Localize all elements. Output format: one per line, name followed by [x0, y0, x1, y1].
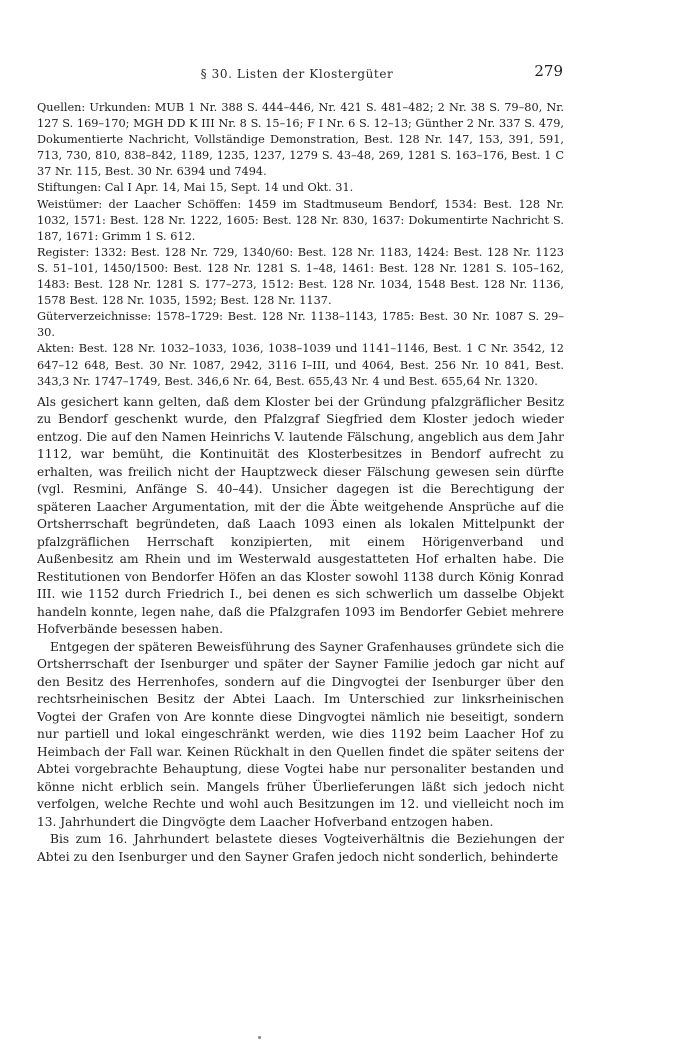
body-paragraph: Entgegen der späteren Beweisführung des Sayner Grafenhauses gründete sich die Ortsherrschaft der Isenburger und später der Sayner Familie jedoch gar nicht auf den Besitz des Herrenhofes, sondern auf die Dingvogtei der Isenburger über den rechtsrheinischen Besitz der Abtei Laach. Im Unterschied zur linksrheinischen Vogtei der Grafen von Are konnte diese Dingvogtei nämlich nie beseitigt, sondern nur partiell und lokal eingeschränkt werden, wie dies 1192 beim Laacher Hof zu Heimbach der Fall war. Keinen Rückhalt in den Quellen findet die später seitens der Abtei vorgebrachte Behauptung, diese Vogtei habe nur personaliter bestanden und könne nicht erblich sein. Mangels früher Überlieferungen läßt sich jedoch nicht verfolgen, welche Rechte und wohl auch Besitzungen im 12. und vielleicht noch im 13. Jahrhundert die Dingvögte dem Laacher Hofverband entzogen haben. [37, 639, 564, 829]
sources-gueterverzeichnisse: Güterverzeichnisse: 1578–1729: Best. 128 Nr. 1138–1143, 1785: Best. 30 Nr. 1087 S. 29–30. [37, 310, 564, 340]
scan-speck [258, 1036, 261, 1039]
body-paragraph: Bis zum 16. Jahrhundert belastete dieses Vogteiverhältnis die Beziehungen der Abtei zu den Isenburger und den Sayner Grafen jedoch nicht sonderlich, behinderte [37, 832, 564, 864]
page-number: 279 [534, 62, 563, 80]
sources-list [37, 100, 564, 390]
main-text [37, 394, 564, 867]
sources-stiftungen: Stiftungen: Cal I Apr. 14, Mai 15, Sept. 14 und Okt. 31. [37, 181, 354, 195]
sources-weistuemer: Weistümer: der Laacher Schöffen: 1459 im Stadtmuseum Bendorf, 1534: Best. 128 Nr. 1032, 1571: Best. 128 Nr. 1222, 1605: Best. 128 Nr. 830, 1637: Dokumentirte Nachricht S. 187, 1671: Grimm 1 S. 612. [37, 197, 564, 243]
page-body [37, 100, 564, 866]
running-head: § 30. Listen der Klostergüter [200, 67, 394, 81]
page-header [37, 62, 563, 88]
sources-register: Register: 1332: Best. 128 Nr. 729, 1340/60: Best. 128 Nr. 1183, 1424: Best. 128 Nr. 1123 S. 51–101, 1450/1500: Best. 128 Nr. 1281 S. 1–48, 1461: Best. 128 Nr. 1281 S. 105–162, 1483: Best. 128 Nr. 1281 S. 177–273, 1512: Best. 128 Nr. 1034, 1548 Best. 128 Nr. 1136, 1578 Best. 128 Nr. 1035, 1592; Best. 128 Nr. 1137. [37, 245, 564, 308]
body-paragraph: Als gesichert kann gelten, daß dem Kloster bei der Gründung pfalzgräflicher Besitz zu Bendorf geschenkt wurde, den Pfalzgraf Siegfried dem Kloster jedoch wieder entzog. Die auf den Namen Heinrichs V. lautende Fälschung, angeblich aus dem Jahr 1112, war bemüht, die Kontinuität des Klosterbesitzes in Bendorf aufrecht zu erhalten, was freilich nicht der Hauptzweck dieser Fälschung gewesen sein dürfte (vgl. Resmini, Anfänge S. 40–44). Unsicher dagegen ist die Berechtigung der späteren Laacher Argumentation, mit der die Äbte weitgehende Ansprüche auf die Ortsherrschaft begründeten, daß Laach 1093 einen als lokalen Mittelpunkt der pfalzgräflichen Herrschaft konzipierten, mit einem Hörigenverband und Außenbesitz am Rhein und im Westerwald ausgestatteten Hof erhalten habe. Die Restitutionen von Bendorfer Höfen an das Kloster sowohl 1138 durch König Konrad III. wie 1152 durch Friedrich I., bei denen es sich schwerlich um dasselbe Objekt handeln konnte, legen nahe, daß die Pfalzgrafen 1093 im Bendorfer Gebiet mehrere Hofverbände besessen haben. [37, 394, 564, 637]
sources-akten: Akten: Best. 128 Nr. 1032–1033, 1036, 1038–1039 und 1141–1146, Best. 1 C Nr. 3542, 12 647–12 648, Best. 30 Nr. 1087, 2942, 3116 I–III, und 4064, Best. 256 Nr. 10 841, Best. 343,3 Nr. 1747–1749, Best. 346,6 Nr. 64, Best. 655,43 Nr. 4 und Best. 655,64 Nr. 1320. [37, 342, 564, 388]
sources-quellen: Quellen: Urkunden: MUB 1 Nr. 388 S. 444–446, Nr. 421 S. 481–482; 2 Nr. 38 S. 79–80, Nr. 127 S. 169–170; MGH DD K III Nr. 8 S. 15–16; F I Nr. 6 S. 12–13; Günther 2 Nr. 337 S. 479, Dokumentierte Nachricht, Vollständige Demonstration, Best. 128 Nr. 147, 153, 391, 591, 713, 730, 810, 838–842, 1189, 1235, 1237, 1279 S. 43–48, 269, 1281 S. 163–176, Best. 1 C 37 Nr. 115, Best. 30 Nr. 6394 und 7494. [37, 101, 564, 179]
